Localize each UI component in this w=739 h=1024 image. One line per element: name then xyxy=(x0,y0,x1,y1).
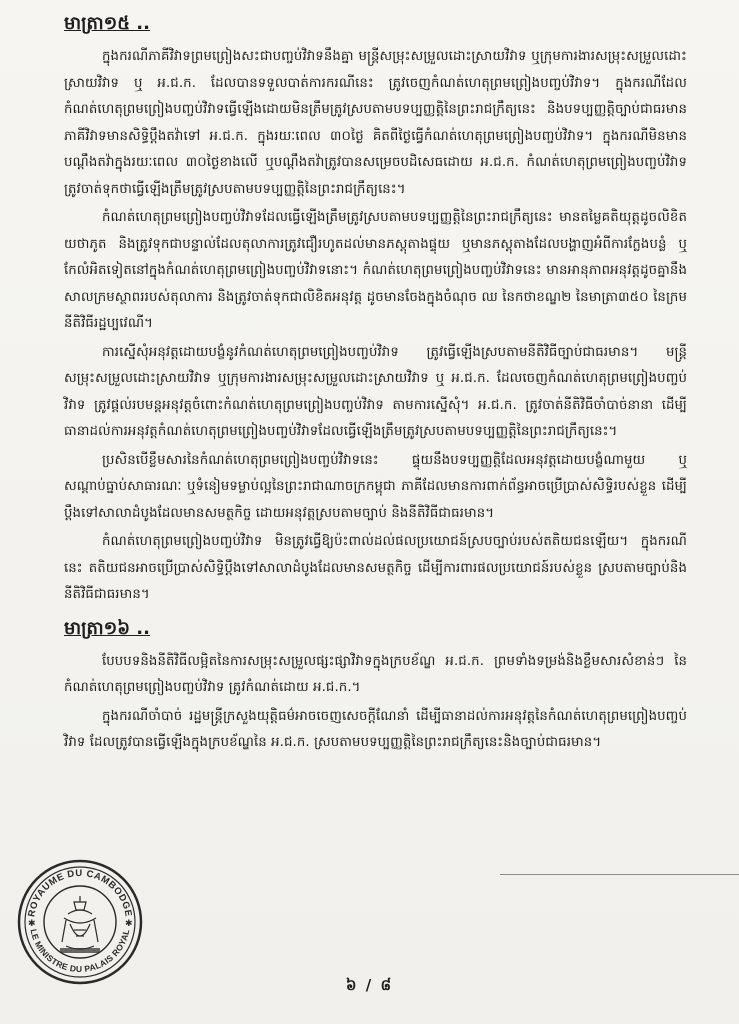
article-15-paragraph-5: កំណត់ហេតុព្រមព្រៀងបញ្ចប់វិវាទ មិនត្រូវធ្វើឱ្យប៉ះពាល់ដល់ផលប្រយោជន៍ស្របច្បាប់របស់តតិយជនឡើយ។ ក្នុងករណីនេះ តតិយជនអាចប្រើប្រាស់សិទ្ធិប្ដឹងទៅសាលាដំបូងដែលមានសមត្ថកិច្ច ដើម្បីការពារផលប្រយោជន៍របស់ខ្លួន ស្របតាមច្បាប់និងនីតិវិធីជាធរមាន។ xyxy=(64,534,687,602)
svg-text:ROYAUME DU CAMBODGE: ROYAUME DU CAMBODGE xyxy=(26,867,134,918)
article-15-paragraph-4: ប្រសិនបើខ្លឹមសារនៃកំណត់ហេតុព្រមព្រៀងបញ្ចប់វិវាទនេះ ផ្ទុយនឹងបទប្បញ្ញត្តិដែលអនុវត្តដោយបង្ខំណាមួយ ឬសណ្ដាប់ធ្នាប់សាធារណៈ ឬទំនៀមទម្លាប់ល្អនៃព្រះរាជាណាចក្រកម្ពុជា ភាគីដែលមានការពាក់ព័ន្ធអាចប្រើប្រាស់សិទ្ធិរបស់ខ្លួន ដើម្បីប្ដឹងទៅសាលាដំបូងដែលមានសមត្ថកិច្ច ដោយអនុវត្តស្របតាមច្បាប់ និងនីតិវិធីជាធរមាន។ xyxy=(64,452,687,521)
svg-text:LE MINISTRE DU PALAIS ROYAL: LE MINISTRE DU PALAIS ROYAL xyxy=(28,928,132,975)
article-16-paragraph-2: ក្នុងករណីចាំបាច់ រដ្ឋមន្ត្រីក្រសួងយុត្តិធម៌អាចចេញសេចក្ដីណែនាំ ដើម្បីធានាដល់ការអនុវត្តនៃកំណត់ហេតុព្រមព្រៀងបញ្ចប់វិវាទ ដែលត្រូវបានធ្វើឡើងក្នុងក្របខ័ណ្ឌនៃ អ.ជ.ក. ស្របតាមបទប្បញ្ញត្តិនៃព្រះរាជក្រឹត្យនេះនិងច្បាប់ជាធរមាន។ xyxy=(64,708,687,750)
article-15-paragraph-3: ការស្នើសុំអនុវត្តដោយបង្ខំនូវកំណត់ហេតុព្រមព្រៀងបញ្ចប់វិវាទ ត្រូវធ្វើឡើងស្របតាមនីតិវិធីច្បាប់ជាធរមាន។ មន្ត្រីសម្រុះសម្រួលដោះស្រាយវិវាទ ឬក្រុមការងារសម្រុះសម្រួលដោះស្រាយវិវាទ ឬ អ.ជ.ក. ដែលចេញកំណត់ហេតុព្រមព្រៀងបញ្ចប់វិវាទ ត្រូវផ្ដល់របមន្តអនុវត្តចំពោះកំណត់ហេតុព្រមព្រៀងបញ្ចប់វិវាទ តាមការស្នើសុំ។ អ.ជ.ក. ត្រូវចាត់នីតិវិធីចាំបាច់នានា ដើម្បីធានាដល់ការអនុវត្តកំណត់ហេតុព្រមព្រៀងបញ្ចប់វិវាទដែលធ្វើឡើងត្រឹមត្រូវស្របតាមបទប្បញ្ញត្តិនៃព្រះរាជក្រឹត្យនេះ។ xyxy=(64,344,687,439)
article-15-paragraph-2: កំណត់ហេតុព្រមព្រៀងបញ្ចប់វិវាទដែលធ្វើឡើងត្រឹមត្រូវស្របតាមបទប្បញ្ញត្តិនៃព្រះរាជក្រឹត្យនេះ មានតម្លៃគតិយុត្តដូចលិខិតយថាភូត និងត្រូវទុកជាបន្ទាល់ដែលតុលាការត្រូវជឿរហូតដល់មានភស្តុតាងផ្ទុយ ឬមានភស្តុតាងដែលបង្ហាញអំពីការក្លែងបន្លំ ឬកែលំអិតទៀតនៅក្នុងកំណត់ហេតុព្រមព្រៀងបញ្ចប់វិវាទនោះ។ កំណត់ហេតុព្រមព្រៀងបញ្ចប់វិវាទនេះ មានអានុភាពអនុវត្តដូចគ្នានឹងសាលក្រមស្ថាពររបស់តុលាការ និងត្រូវចាត់ទុកជាលិខិតអនុវត្ត ដូចមានចែងក្នុងចំណុច ឈ នៃកថាខណ្ឌ២ នៃមាត្រា៣៥០ នៃក្រមនីតិវិធីរដ្ឋប្បវេណី។ xyxy=(64,210,687,331)
article-16-title: មាត្រា១៦ .. xyxy=(64,617,150,639)
svg-text:✱: ✱ xyxy=(28,919,36,929)
article-16-paragraph-1: បែបបទនិងនីតិវិធីលម្អិតនៃការសម្រុះសម្រួលផ្សះផ្សាវិវាទក្នុងក្របខ័ណ្ឌ អ.ជ.ក. ព្រមទាំងទម្រង់និងខ្លឹមសារសំខាន់ៗ នៃកំណត់ហេតុព្រមព្រៀងបញ្ចប់វិវាទ ត្រូវកំណត់ដោយ អ.ជ.ក.។ xyxy=(64,653,687,695)
article-15-paragraph-1: ក្នុងករណីភាគីវិវាទព្រមព្រៀងសះជាបញ្ចប់វិវាទនឹងគ្នា មន្ត្រីសម្រុះសម្រួលដោះស្រាយវិវាទ ឬក្រុមការងារសម្រុះសម្រួលដោះស្រាយវិវាទ ឬ អ.ជ.ក. ដែលបានទទួលបាត់ការករណីនេះ ត្រូវចេញកំណត់ហេតុព្រមព្រៀងបញ្ចប់វិវាទ។ ក្នុងករណីដែលកំណត់ហេតុព្រមព្រៀងបញ្ចប់វិវាទធ្វើឡើងដោយមិនត្រឹមត្រូវស្របតាមបទប្បញ្ញត្តិនៃព្រះរាជក្រឹត្យនេះ និងបទប្បញ្ញត្តិច្បាប់ជាធរមាន ភាគីវិវាទមានសិទ្ធិប្ដឹងតវ៉ាទៅ អ.ជ.ក. ក្នុងរយៈពេល ៣០ថ្ងៃ គិតពីថ្ងៃធ្វើកំណត់ហេតុព្រមព្រៀងបញ្ចប់វិវាទ។ ក្នុងករណីមិនមានបណ្ដឹងតវ៉ាក្នុងរយៈពេល ៣០ថ្ងៃខាងលើ ឬបណ្ដឹងតវ៉ាត្រូវបានសម្រេចបដិសេធដោយ អ.ជ.ក. កំណត់ហេតុព្រមព្រៀងបញ្ចប់វិវាទ ត្រូវចាត់ទុកថាធ្វើឡើងត្រឹមត្រូវស្របតាមបទប្បញ្ញត្តិនៃព្រះរាជក្រឹត្យនេះ។ xyxy=(64,49,687,197)
page-number: ៦ / ៨ xyxy=(345,976,394,994)
royal-seal-stamp xyxy=(16,858,144,986)
article-15-title: មាត្រា១៥ .. xyxy=(64,13,150,34)
svg-text:✱: ✱ xyxy=(125,919,133,929)
text-underline-rule xyxy=(500,874,739,875)
